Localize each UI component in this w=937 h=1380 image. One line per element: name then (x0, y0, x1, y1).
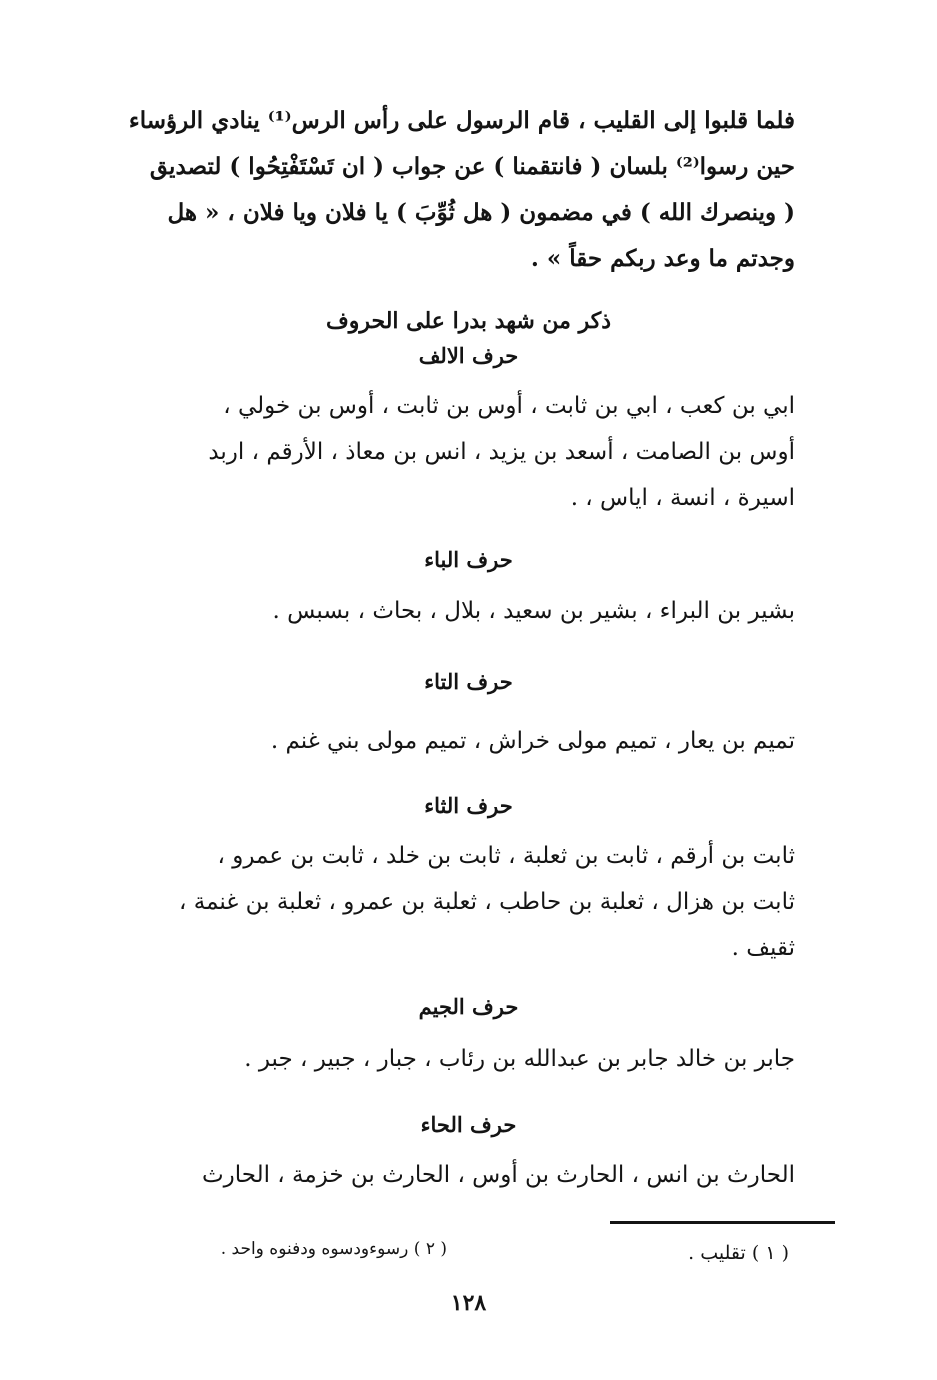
section-entries-alif (150, 383, 795, 521)
text-line: بشير بن البراء ، بشير بن سعيد ، بلال ، بحاث ، بسبس . (272, 598, 795, 624)
section-heading-ta: حرف التاء (424, 669, 513, 694)
section-entries-ha (150, 1152, 795, 1198)
text-line: حين رسوا⁽²⁾ بلسان ( فانتقمنا ) عن جواب ( ان تَسْتَفْتِحُوا ) لتصديق (149, 153, 795, 180)
chapter-title: ذكر من شهد بدرا على الحروف (325, 308, 612, 334)
section-entries-jim (150, 1036, 795, 1082)
section-heading-ha: حرف الحاء (420, 1112, 517, 1137)
section-entries-tha (150, 833, 795, 971)
text-line: ثابت بن أرقم ، ثابت بن ثعلبة ، ثابت بن خلد ، ثابت بن عمرو ، (217, 843, 795, 869)
text-line: اسيرة ، انسة ، اياس ، . (570, 485, 795, 511)
text-line: جابر بن خالد جابر بن عبدالله بن رئاب ، جبار ، جبير ، جبر . (244, 1046, 795, 1072)
section-entries-ba (150, 588, 795, 634)
section-heading-tha: حرف الثاء (424, 793, 513, 818)
text-line: وجدتم ما وعد ربكم حقاً » . (530, 245, 795, 272)
footnote-2: ( ٢ ) رسوءودسوه ودفنوه واحد . (220, 1239, 447, 1259)
text-line: ابي بن كعب ، ابي بن ثابت ، أوس بن ثابت ، أوس بن خولي ، (223, 393, 795, 419)
section-heading-ba: حرف الباء (424, 547, 513, 572)
text-line: فلما قلبوا إلى القليب ، قام الرسول على رأس الرس⁽¹⁾ ينادي الرؤساء (128, 107, 795, 134)
footnote-1: ( ١ ) تقليب . (688, 1242, 789, 1264)
footnote-separator (610, 1221, 835, 1224)
text-line: ثابت بن هزال ، ثعلبة بن حاطب ، ثعلبة بن عمرو ، ثعلبة بن غنمة ، (179, 889, 795, 915)
text-line: ( وينصرك الله ) في مضمون ( هل ثُوِّبَ ) يا فلان ويا فلان ، « هل (167, 199, 795, 226)
section-heading-jim: حرف الجيم (418, 994, 519, 1019)
text-line: الحارث بن انس ، الحارث بن أوس ، الحارث بن خزمة ، الحارث (201, 1162, 795, 1188)
section-entries-ta (150, 718, 795, 764)
page-number: ١٢٨ (450, 1290, 487, 1316)
intro-paragraph (128, 98, 795, 282)
text-line: تميم بن يعار ، تميم مولى خراش ، تميم مولى بني غنم . (270, 728, 795, 754)
section-heading-alif: حرف الالف (418, 343, 519, 368)
text-line: ثقيف . (731, 935, 795, 961)
text-line: أوس بن الصامت ، أسعد بن يزيد ، انس بن معاذ ، الأرقم ، اربد (208, 439, 795, 465)
